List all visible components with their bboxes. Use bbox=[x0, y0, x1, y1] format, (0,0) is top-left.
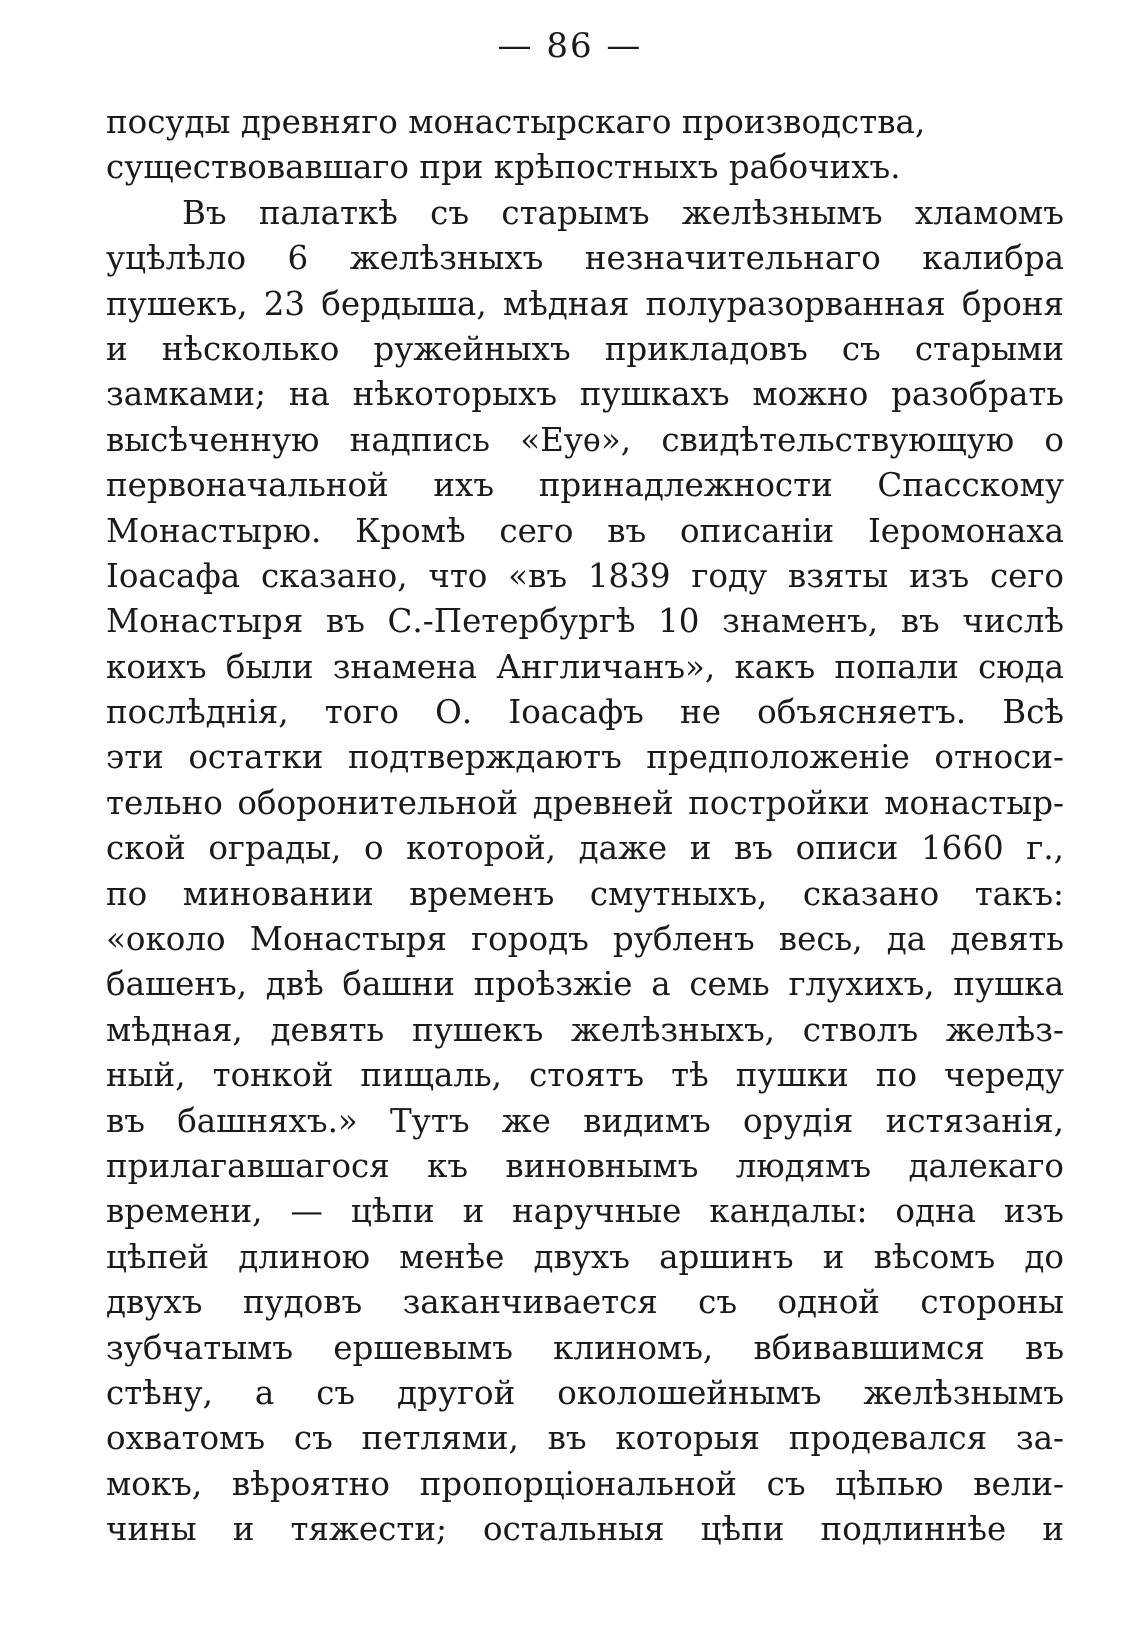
text-line: прилагавшагося къ виновнымъ людямъ далекаго bbox=[106, 1146, 1064, 1185]
text-line: коихъ были знамена Англичанъ», какъ попали сюда bbox=[106, 647, 1064, 686]
text-line: уцѣлѣло 6 желѣзныхъ незначительнаго калибра bbox=[106, 239, 1064, 278]
paragraph-start-line: Въ палаткѣ съ старымъ желѣзнымъ хламомъ bbox=[182, 193, 1064, 232]
text-line: замками; на нѣкоторыхъ пушкахъ можно разобрать bbox=[106, 375, 1064, 414]
text-line: высѣченную надпись «Еуѳ», свидѣтельствующую о bbox=[106, 420, 1064, 459]
text-line: эти остатки подтверждаютъ предположенiе относи- bbox=[106, 738, 1064, 777]
text-line: башенъ, двѣ башни проѣзжiе а семь глухихъ, пушка bbox=[106, 965, 1064, 1004]
text-line: зубчатымъ ершевымъ клиномъ, вбивавшимся въ bbox=[106, 1328, 1064, 1367]
text-line: мѣдная, девять пушекъ желѣзныхъ, стволъ желѣз- bbox=[106, 1010, 1064, 1049]
text-line: тельно оборонительной древней постройки монастыр- bbox=[106, 783, 1064, 822]
text-line: цѣпей длиною менѣе двухъ аршинъ и вѣсомъ до bbox=[106, 1237, 1064, 1276]
text-line: послѣднiя, того О. Iоасафъ не объясняетъ. Всѣ bbox=[106, 693, 1064, 732]
text-line: существовавшаго при крѣпостныхъ рабочихъ. bbox=[106, 148, 901, 187]
text-line: времени, — цѣпи и наручные кандалы: одна изъ bbox=[106, 1192, 1064, 1231]
text-line: ный, тонкой пищаль, стоятъ тѣ пушки по череду bbox=[106, 1056, 1064, 1095]
text-line: двухъ пудовъ заканчивается съ одной стороны bbox=[106, 1283, 1064, 1322]
text-line: стѣну, а съ другой околошейнымъ желѣзнымъ bbox=[106, 1373, 1064, 1412]
text-line: чины и тяжести; остальныя цѣпи подлиннѣе и bbox=[106, 1510, 1064, 1549]
page-number: — 86 — bbox=[497, 26, 643, 66]
text-line: Монастырю. Кромѣ сего въ описанiи Iеромонаха bbox=[106, 511, 1064, 550]
body-text bbox=[106, 100, 1064, 1553]
text-line: мокъ, вѣроятно пропорцiональной съ цѣпью вели- bbox=[106, 1464, 1064, 1503]
text-line: охватомъ съ петлями, въ которыя продевался за- bbox=[106, 1419, 1064, 1458]
text-line: Iоасафа сказано, что «въ 1839 году взяты изъ сего bbox=[106, 556, 1064, 595]
text-line: «около Монастыря городъ рубленъ весь, да девять bbox=[106, 920, 1064, 959]
text-line: по миновании временъ смутныхъ, сказано такъ: bbox=[106, 874, 1064, 913]
text-line: Монастыря въ С.-Петербургѣ 10 знаменъ, въ числѣ bbox=[106, 602, 1064, 641]
text-line: пушекъ, 23 бердыша, мѣдная полуразорванная броня bbox=[106, 284, 1064, 323]
text-line: первоначальной ихъ принадлежности Спасскому bbox=[106, 466, 1064, 505]
text-line: посуды древняго монастырскаго производства, bbox=[106, 103, 926, 141]
text-line: ской ограды, о которой, даже и въ описи 1660 г., bbox=[106, 829, 1064, 868]
text-line: и нѣсколько ружейныхъ прикладовъ съ старыми bbox=[106, 329, 1064, 368]
text-line: въ башняхъ.» Тутъ же видимъ орудiя истязанiя, bbox=[106, 1101, 1064, 1140]
